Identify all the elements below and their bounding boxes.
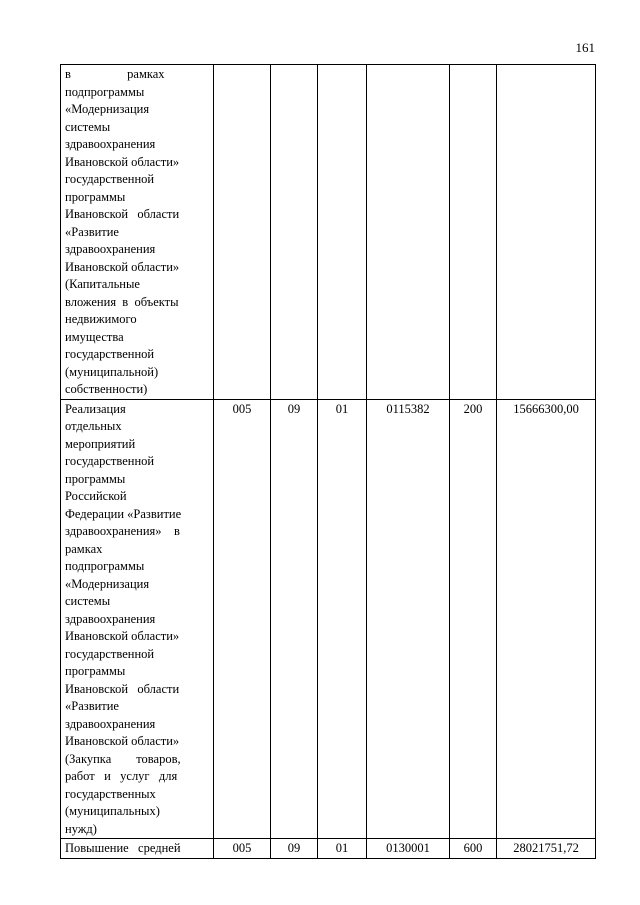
description-line: Ивановской области xyxy=(65,207,180,221)
description-line: здравоохранения» в xyxy=(65,524,180,538)
expense-type-code-cell: 200 xyxy=(450,399,497,839)
department-code-cell xyxy=(214,65,271,400)
description-line: Ивановской области» xyxy=(65,259,180,274)
description-line: «Модернизация xyxy=(65,576,150,591)
department-code-cell: 005 xyxy=(214,839,271,859)
amount-cell: 28021751,72 xyxy=(497,839,596,859)
expense-type-code-cell: 600 xyxy=(450,839,497,859)
amount-cell: 15666300,00 xyxy=(497,399,596,839)
description-line: государственной xyxy=(65,454,155,468)
description-line: государственных xyxy=(65,786,156,801)
description-line: имущества xyxy=(65,329,124,344)
description-line: программы xyxy=(65,664,126,678)
description-line: системы xyxy=(65,594,111,608)
description-line: Ивановской области xyxy=(65,681,180,696)
description-cell xyxy=(61,399,214,839)
description-line: недвижимого xyxy=(65,312,137,326)
description-line: отдельных xyxy=(65,419,122,433)
description-cell xyxy=(61,65,214,400)
description-line: Ивановской области» xyxy=(65,154,180,169)
description-line: государственной xyxy=(65,646,155,661)
description-line: «Модернизация xyxy=(65,102,150,116)
amount-cell xyxy=(497,65,596,400)
section-code-cell: 09 xyxy=(271,399,318,839)
subsection-code-cell xyxy=(318,65,367,400)
description-line: Ивановской области» xyxy=(65,629,180,643)
subsection-code-cell: 01 xyxy=(318,399,367,839)
description-line: Реализация xyxy=(65,401,126,416)
description-line: мероприятий xyxy=(65,436,136,451)
description-line: (муниципальных) xyxy=(65,804,160,818)
target-article-code-cell xyxy=(367,65,450,400)
description-line: собственности) xyxy=(65,382,148,396)
description-line: «Развитие xyxy=(65,699,119,713)
description-line: здравоохранения xyxy=(65,716,156,731)
department-code-cell: 005 xyxy=(214,399,271,839)
budget-table-body xyxy=(61,65,596,859)
table-row xyxy=(61,65,596,400)
expense-type-code-cell xyxy=(450,65,497,400)
description-line: Ивановской области» xyxy=(65,734,180,748)
description-line: государственной xyxy=(65,172,155,186)
description-line: (муниципальной) xyxy=(65,364,159,379)
description-line: (Капитальные xyxy=(65,277,140,291)
description-line: программы xyxy=(65,189,126,204)
description-line: «Развитие xyxy=(65,224,119,239)
table-row xyxy=(61,399,596,839)
description-line: (Закупка товаров, xyxy=(65,751,181,766)
description-line: программы xyxy=(65,471,126,486)
description-cell xyxy=(61,839,214,859)
target-article-code-cell: 0115382 xyxy=(367,399,450,839)
description-line: в рамках xyxy=(65,67,165,81)
description-line: подпрограммы xyxy=(65,559,145,573)
description-line: системы xyxy=(65,119,111,134)
description-line: здравоохранения xyxy=(65,611,156,626)
description-line: государственной xyxy=(65,347,155,361)
table-row xyxy=(61,839,596,859)
description-line: Федерации «Развитие xyxy=(65,506,182,521)
description-line: Повышение средней xyxy=(65,841,181,855)
description-line: вложения в объекты xyxy=(65,294,179,309)
description-line: нужд) xyxy=(65,821,97,836)
section-code-cell xyxy=(271,65,318,400)
section-code-cell: 09 xyxy=(271,839,318,859)
budget-table xyxy=(60,64,596,859)
page-number: 161 xyxy=(575,40,595,55)
description-line: рамках xyxy=(65,541,103,556)
subsection-code-cell: 01 xyxy=(318,839,367,859)
description-line: Российской xyxy=(65,489,127,503)
description-line: здравоохранения xyxy=(65,242,156,256)
description-line: работ и услуг для xyxy=(65,769,178,783)
description-line: здравоохранения xyxy=(65,137,156,151)
description-line: подпрограммы xyxy=(65,84,145,99)
target-article-code-cell: 0130001 xyxy=(367,839,450,859)
